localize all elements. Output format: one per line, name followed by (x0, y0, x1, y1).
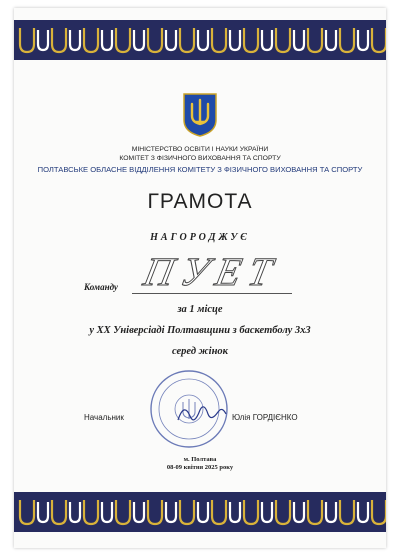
place-text: за 1 місце (177, 304, 223, 315)
team-underline (132, 293, 292, 294)
team-label: Команду (84, 282, 118, 292)
decorative-band-bottom (14, 492, 386, 532)
awards-caption: НАГОРОДЖУЄ (150, 232, 250, 243)
issue-date: 08-09 квітня 2025 року (166, 464, 234, 471)
signatory-name: Юлія ГОРДІЄНКО (232, 413, 298, 422)
signatory-role: Начальник (84, 413, 124, 422)
committee-line: КОМІТЕТ З ФІЗИЧНОГО ВИХОВАННЯ ТА СПОРТУ (119, 155, 281, 162)
issue-city: м. Полтава (183, 456, 217, 463)
certificate-title: ГРАМОТА (147, 190, 253, 213)
event-text: у XX Універсіаді Полтавщини з баскетболу 3х3 (89, 325, 311, 336)
trident-emblem-icon (180, 92, 220, 138)
decorative-band-top (14, 20, 386, 60)
regional-branch-line: ПОЛТАВСЬКЕ ОБЛАСНЕ ВІДДІЛЕННЯ КОМІТЕТУ З ФІЗИЧНОГО ВИХОВАННЯ ТА СПОРТУ (37, 165, 363, 174)
category-text: серед жінок (172, 346, 228, 357)
ministry-line: МІНІСТЕРСТВО ОСВІТИ І НАУКИ УКРАЇНИ (131, 146, 269, 153)
certificate-sheet (14, 8, 386, 548)
signature-scribble (174, 400, 230, 428)
team-name: ПУЕТ (139, 249, 285, 294)
